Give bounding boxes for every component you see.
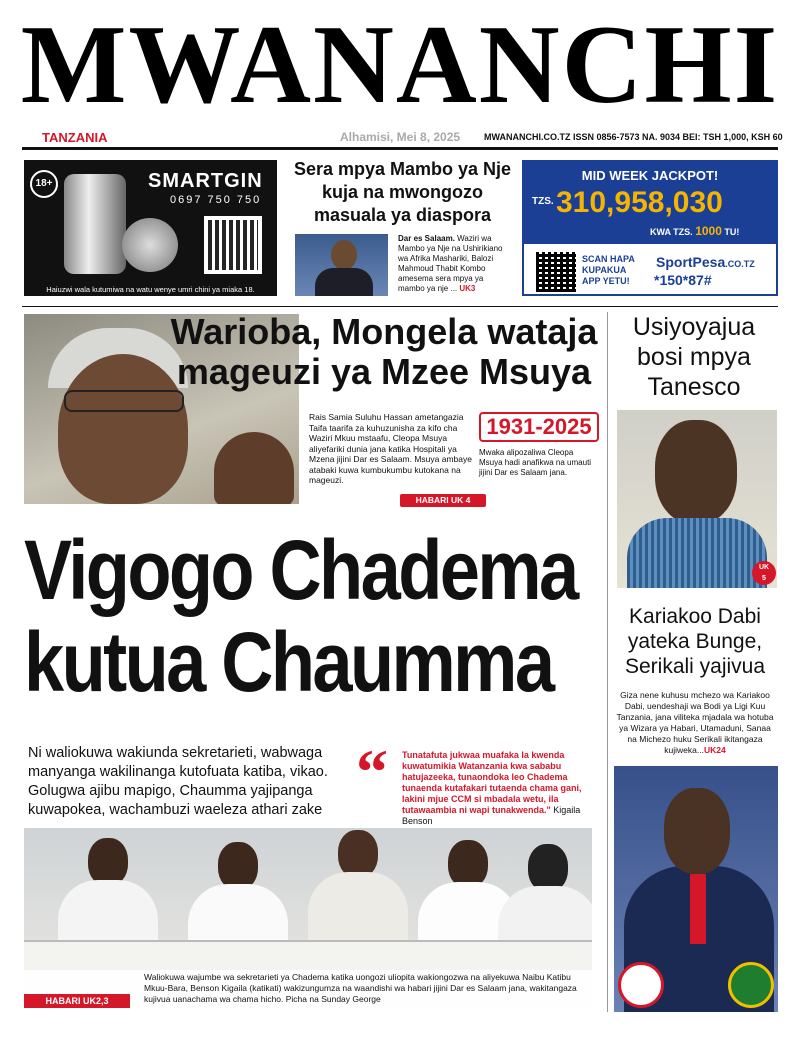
tanesco-boss-photo — [617, 410, 777, 588]
diaspora-policy-headline[interactable]: Sera mpya Mambo ya Nje kuja na mwongozo masuala ya diaspora — [293, 159, 512, 225]
jackpot-amount: 310,958,030 — [556, 186, 723, 219]
kariakoo-summary: Giza nene kuhusu mchezo wa Kariakoo Dabi, uendeshaji wa Bodi ya Ligi Kuu Tanzania, jana viliteka mjadala wa hotuba ya Wizara ya Habari, Utamaduni, Sanaa na Michezo huku Serikali ikitangaza kujiweka...UK24 — [616, 690, 774, 755]
main-story-deck: Ni waliokuwa wakiunda sekretarieti, wabwaga manyanga wakilinanga kutofuata katiba, vikao. Golugwa ajibu mapigo, Chaumma yajipanga kuwapokea, wachambuzi waeleza athari zake — [28, 745, 328, 818]
sportpesa-brand: SportPesa.CO.TZ — [656, 254, 755, 270]
page-reference[interactable]: HABARI UK 4 — [400, 494, 486, 507]
lifespan-badge: 1931-2025 — [479, 412, 599, 442]
gin-can-image — [64, 174, 126, 274]
page-reference-badge[interactable]: UK 5 — [752, 561, 776, 585]
photo-caption: Waliokuwa wajumbe wa sekretarieti ya Chadema katika uongozi uliopita wakiongozwa na aliyekuwa Naibu Katibu Mkuu-Bara, Benson Kigaila (katikati) wakizungumza na waandishi wa habari jijini Dar es Salaam jana, wakitangaza kujivua uanachama wa chama hicho. Picha na Sunday George — [144, 972, 577, 1004]
quote-mark-icon: “ — [356, 736, 388, 807]
yanga-logo-icon — [728, 962, 774, 1008]
minister-photo — [295, 234, 388, 296]
sportpesa-jackpot-advert[interactable] — [522, 160, 778, 296]
jackpot-title: MID WEEK JACKPOT! — [581, 168, 719, 183]
main-headline[interactable]: Vigogo Chadema kutua Chaumma — [24, 523, 577, 709]
newspaper-masthead: MWANANCHI — [20, 3, 780, 127]
age-warning: Haiuzwi wala kutumiwa na watu wenye umri chini ya miaka 18. — [46, 285, 255, 294]
smartgin-phone: 0697 750 750 — [170, 194, 262, 206]
diaspora-policy-summary: Dar es Salaam. Waziri wa Mambo ya Nje na Ushirikiano wa Afrika Mashariki, Balozi Mahmoud Thabit Kombo amesema sera mpya ya mambo ya nje ... UK3 — [398, 234, 503, 293]
gin-can-top-image — [122, 218, 178, 272]
age-restriction-badge: 18+ — [30, 170, 58, 198]
page-reference[interactable]: UK24 — [703, 745, 726, 755]
app-download-prompt: SCAN HAPA KUPAKUA APP YETU! — [582, 254, 635, 286]
tanesco-headline[interactable]: Usiyoyajua bosi mpya Tanesco — [632, 313, 756, 401]
msuya-summary: Rais Samia Suluhu Hassan ametangazia Taifa taarifa za kuhuzunisha za kifo cha Waziri Mkuu mstaafu, Cleopa Msuya aliyefariki dunia jana katika Hospitali ya Mzena jijini Dar es Salaam. Msuya ambaye atabaki kuwa kumbukumbu kutokana na mageuzi. — [309, 412, 472, 485]
page-reference[interactable]: UK3 — [457, 284, 476, 293]
jackpot-currency: TZS. — [532, 196, 554, 207]
qr-code-icon — [536, 252, 576, 292]
issue-date: Alhamisi, Mei 8, 2025 — [340, 130, 461, 144]
qr-code-icon — [204, 216, 262, 274]
minister-parliament-photo — [614, 766, 778, 1012]
section-divider — [22, 306, 778, 307]
smartgin-brand: SMARTGIN — [148, 170, 263, 192]
quote-author: Kigaila Benson — [402, 805, 581, 826]
msuya-headline[interactable]: Warioba, Mongela wataja mageuzi ya Mzee Msuya — [170, 311, 598, 392]
ussd-code: *150*87# — [654, 272, 712, 288]
smartgin-advert[interactable] — [24, 160, 277, 296]
column-divider — [607, 312, 608, 1012]
masthead-divider — [22, 147, 778, 150]
page-reference[interactable]: HABARI UK2,3 — [24, 994, 130, 1008]
lifespan-caption: Mwaka alipozaliwa Cleopa Msuya hadi anafikwa na umauti jijini Dar es Salaam jana. — [479, 448, 592, 477]
pull-quote: Tunatafuta jukwaa muafaka la kwenda kuwatumikia Watanzania kwa sababu hatujazeeka, tunaondoka leo Chadema tunaenda kutafakari tutaenda chama gani, lakini mjue CCM si mbadala wetu, ila tutawaambia ni wapi tunakwenda." Kigaila Benson — [402, 750, 582, 826]
jackpot-stake: KWA TZS. 1000 TU! — [650, 224, 740, 238]
simba-logo-icon — [618, 962, 664, 1008]
issn-price-line: MWANANCHI.CO.TZ ISSN 0856-7573 NA. 9034 BEI: TSH 1,000, KSH 60 — [484, 132, 783, 142]
country-label: TANZANIA — [42, 130, 108, 145]
kariakoo-headline[interactable]: Kariakoo Dabi yateka Bunge, Serikali yajivua — [624, 605, 766, 678]
